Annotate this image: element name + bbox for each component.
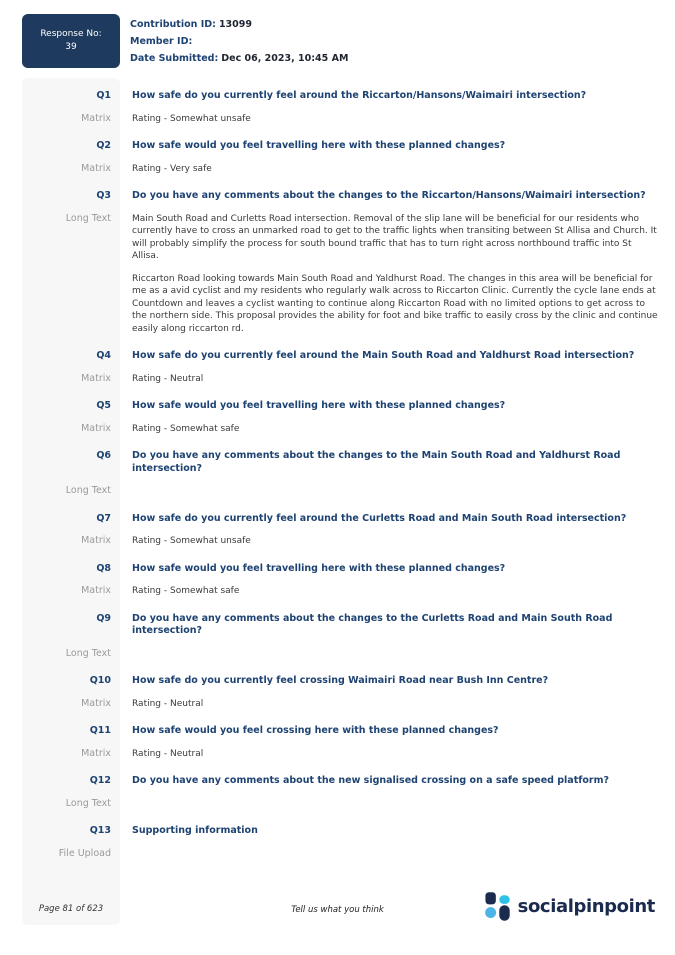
question-text: How safe do you currently feel crossing Waimairi Road near Bush Inn Centre? [132, 675, 549, 686]
question-type-label: Matrix [81, 535, 111, 546]
question-answer [132, 213, 662, 336]
question-text: How safe do you currently feel around the Riccarton/Hansons/Waimairi intersection? [132, 90, 587, 101]
question-type-label: Matrix [81, 372, 111, 384]
question-block [22, 140, 662, 175]
header-meta [130, 16, 348, 67]
question-answer [132, 648, 662, 661]
response-number-label: Response No: [40, 29, 102, 39]
question-type-label: Matrix [81, 697, 111, 709]
question-text: How safe would you feel travelling here with these planned changes? [132, 140, 506, 151]
question-block [22, 675, 662, 710]
question-type-label: File Upload [58, 847, 111, 859]
answer-paragraph: Main South Road and Curletts Road intersection. Removal of the slip lane will be beneficial for our residents who currently have to cross an unmarked road to get to the traffic lights when transiting between St Allisa and Church. It will probably simplify the process for south bound traffic that has to turn right across northbound traffic into St Allisa. [132, 213, 657, 261]
answer-paragraph: Rating - Neutral [132, 698, 204, 709]
question-answer [132, 113, 662, 126]
question-answer [132, 585, 662, 598]
question-answer [132, 798, 662, 811]
question-answer [132, 535, 662, 548]
answer-paragraph: Rating - Neutral [132, 373, 204, 384]
question-block [22, 190, 662, 335]
question-text: Do you have any comments about the changes to the Curletts Road and Main South Road intersection? [132, 612, 613, 636]
question-number: Q10 [89, 675, 111, 686]
member-id-label: Member ID: [130, 36, 193, 47]
socialpinpoint-wordmark: socialpinpoint [517, 895, 655, 917]
question-block [22, 825, 662, 860]
question-block [22, 450, 662, 498]
question-type-label: Matrix [81, 162, 111, 174]
question-number: Q7 [96, 512, 111, 524]
question-type-label: Matrix [81, 422, 111, 434]
page-number: Page 81 of 623 [38, 904, 104, 914]
question-number: Q9 [96, 612, 111, 624]
contribution-id-value: 13099 [218, 19, 252, 30]
question-type-label: Long Text [65, 485, 111, 496]
question-text: Do you have any comments about the new signalised crossing on a safe speed platform? [132, 775, 610, 786]
question-text: How safe do you currently feel around the Main South Road and Yaldhurst Road intersection? [132, 350, 635, 361]
question-answer [132, 373, 662, 386]
answer-paragraph: Rating - Very safe [132, 163, 212, 174]
response-number-box [22, 14, 120, 68]
question-number: Q5 [96, 400, 111, 411]
question-block [22, 725, 662, 760]
question-number: Q6 [96, 450, 111, 461]
answer-paragraph: Riccarton Road looking towards Main South Road and Yaldhurst Road. The changes in this area will be beneficial for me as a avid cyclist and my residents who regularly walk across to Riccarton Clinic. Currently the cycle lane ends at Countdown and leaves a cyclist wanting to continue along Riccarton Road with no limited options to get across to the northern side. This proposal provides the ability for foot and bike traffic to easily cross by the clinic and continue easily along riccarton rd. [132, 273, 658, 334]
response-number-value: 39 [65, 42, 77, 52]
socialpinpoint-logo [485, 891, 655, 922]
answer-paragraph: Rating - Somewhat unsafe [132, 113, 251, 124]
socialpinpoint-logo-icon [485, 891, 511, 922]
question-answer [132, 698, 662, 711]
question-type-label: Long Text [65, 212, 111, 224]
answer-paragraph: Rating - Somewhat safe [132, 423, 240, 434]
date-submitted-line [130, 50, 348, 67]
footer-tagline: Tell us what you think [291, 905, 384, 915]
question-number: Q2 [96, 140, 111, 151]
question-number: Q3 [96, 190, 111, 201]
date-submitted-value: Dec 06, 2023, 10:45 AM [221, 53, 349, 64]
question-text: How safe would you feel crossing here with these planned changes? [132, 725, 499, 736]
contribution-id-label: Contribution ID: [130, 19, 216, 30]
question-number: Q4 [96, 350, 111, 361]
answer-paragraph: Rating - Somewhat unsafe [132, 536, 251, 546]
question-text: How safe would you feel travelling here with these planned changes? [132, 400, 506, 411]
question-number: Q1 [96, 90, 111, 101]
question-type-label: Long Text [65, 647, 111, 659]
member-id-line [130, 33, 348, 50]
question-text: How safe do you currently feel around the Curletts Road and Main South Road intersection? [132, 512, 627, 524]
date-submitted-label: Date Submitted: [130, 53, 219, 64]
question-block [22, 90, 662, 125]
question-text: How safe would you feel travelling here with these planned changes? [132, 562, 506, 574]
question-text: Supporting information [132, 825, 258, 836]
question-number: Q12 [89, 775, 111, 786]
answer-paragraph: Rating - Neutral [132, 748, 204, 759]
contribution-id-line [130, 16, 348, 33]
question-answer [132, 848, 662, 861]
question-block [22, 513, 662, 548]
question-text: Do you have any comments about the changes to the Riccarton/Hansons/Waimairi intersection? [132, 190, 646, 201]
question-block [22, 400, 662, 435]
question-answer [132, 163, 662, 176]
question-answer [132, 485, 662, 498]
question-number: Q13 [89, 825, 111, 836]
question-block [22, 775, 662, 810]
question-number: Q11 [89, 725, 111, 736]
question-type-label: Matrix [81, 112, 111, 124]
question-number: Q8 [96, 562, 111, 574]
question-type-label: Matrix [81, 585, 111, 596]
questions-list [22, 78, 662, 875]
question-answer [132, 423, 662, 436]
answer-paragraph: Rating - Somewhat safe [132, 586, 240, 596]
question-type-label: Long Text [65, 797, 111, 809]
question-block [22, 613, 662, 661]
question-answer [132, 748, 662, 761]
question-block [22, 563, 662, 598]
question-type-label: Matrix [81, 747, 111, 759]
question-block [22, 350, 662, 385]
question-text: Do you have any comments about the changes to the Main South Road and Yaldhurst Road intersection? [132, 450, 621, 474]
